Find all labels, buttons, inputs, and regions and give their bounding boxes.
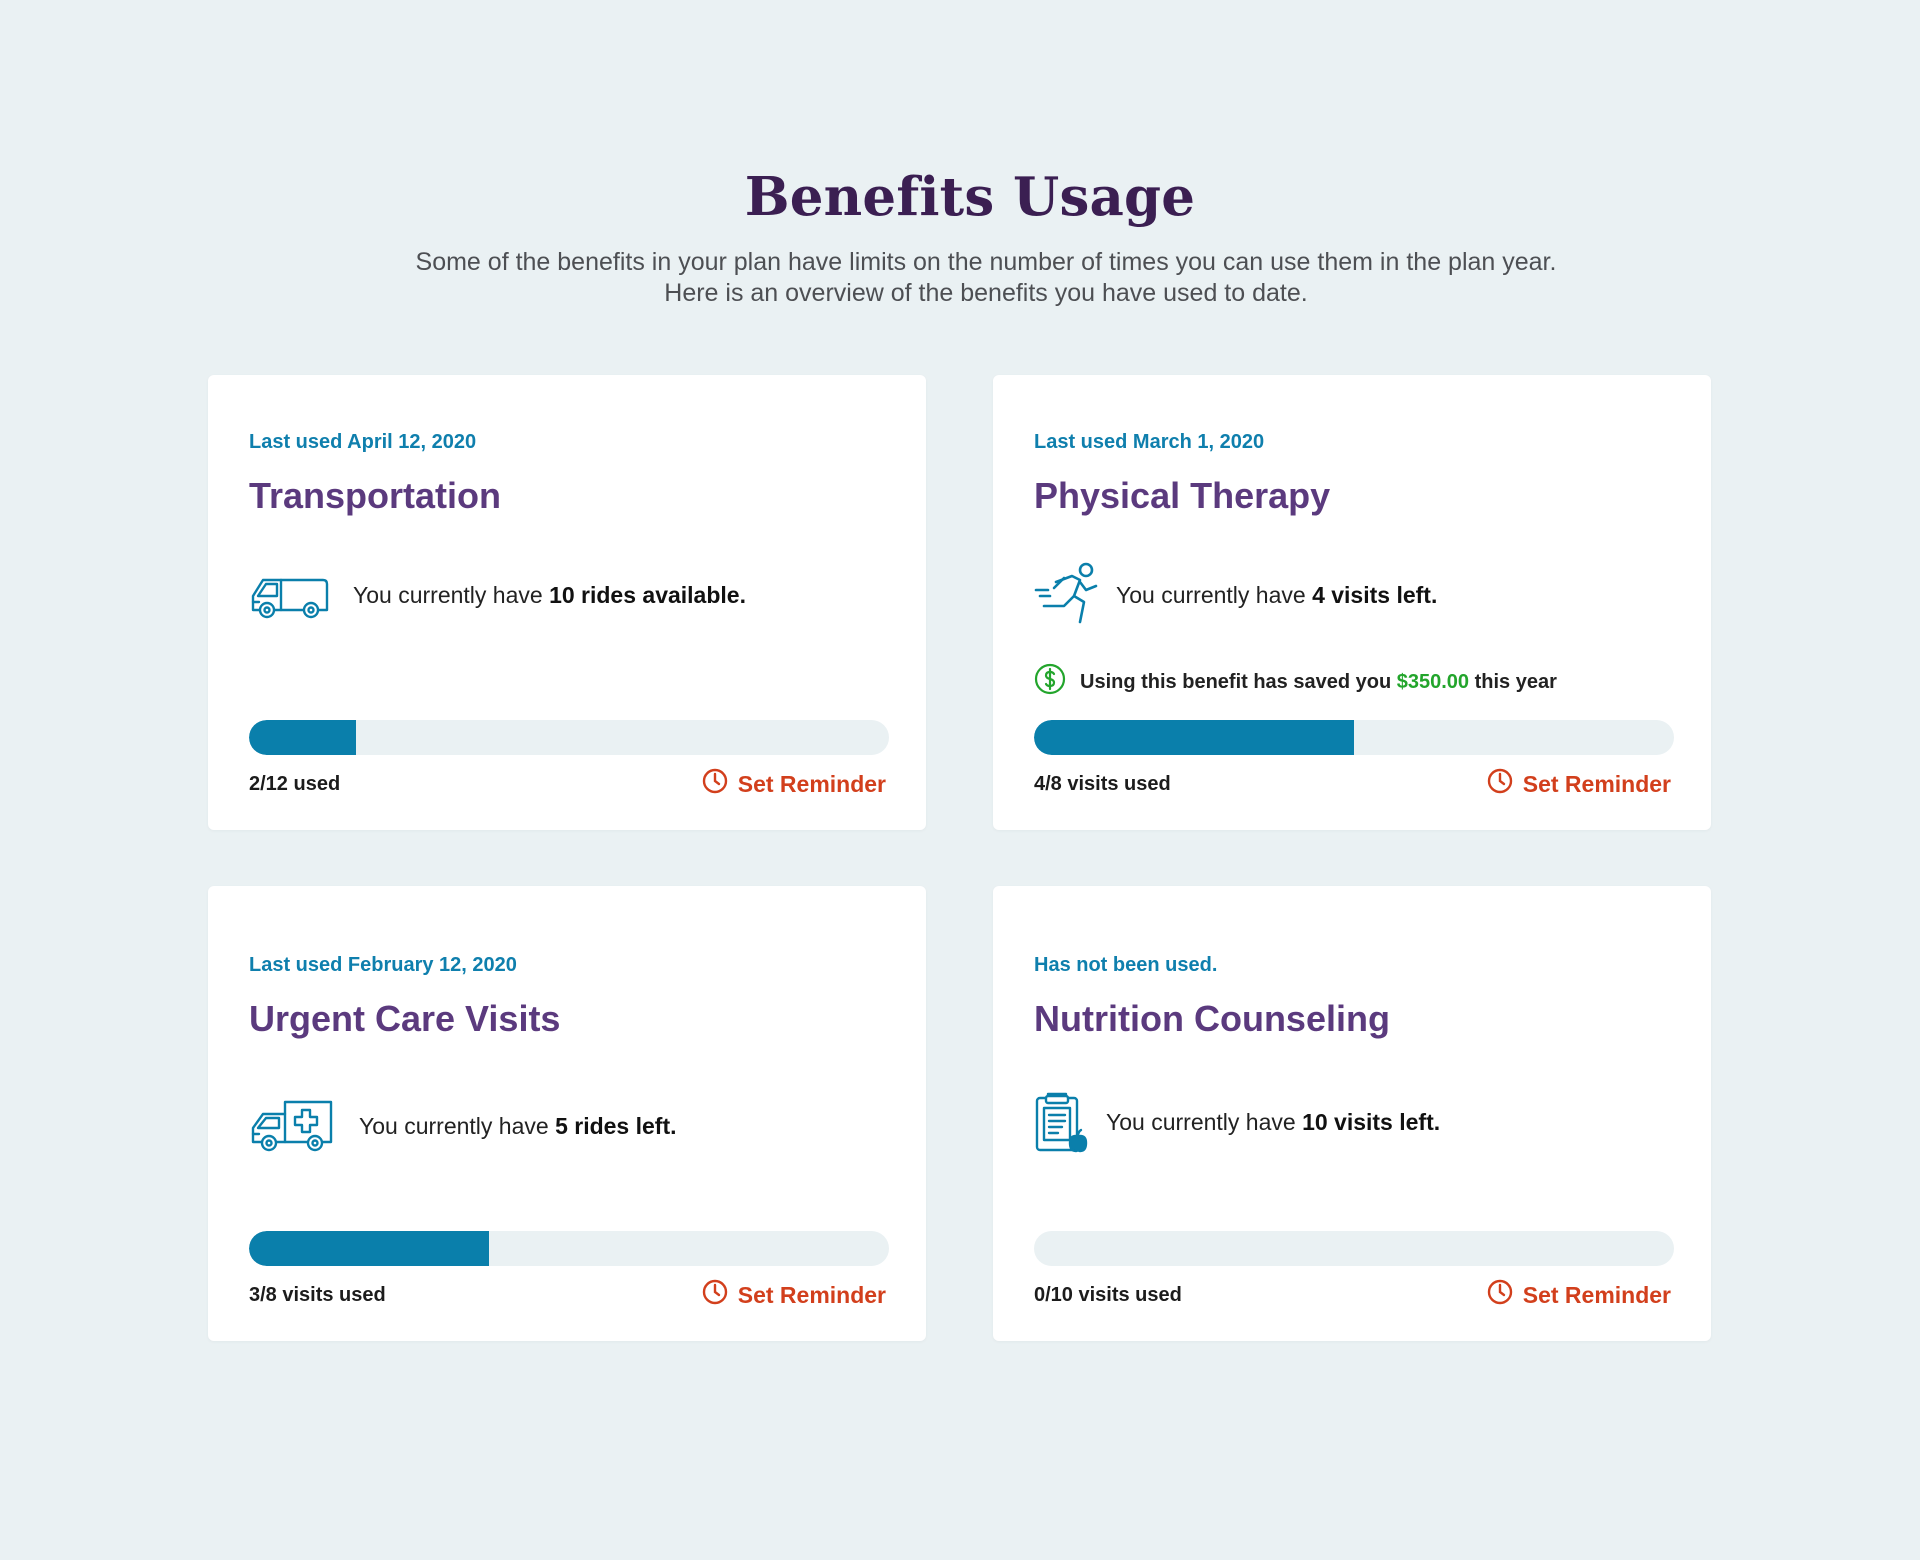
set-reminder-button[interactable] (702, 1279, 886, 1311)
benefit-status (249, 565, 746, 625)
clock-icon (702, 1279, 728, 1311)
clock-icon (702, 768, 728, 800)
usage-count: 2/12 used (249, 773, 341, 795)
benefit-text: You currently have 10 rides available. (353, 581, 746, 608)
usage-progress-fill (249, 720, 356, 755)
usage-progress-bar (249, 1231, 889, 1266)
card-title: Nutrition Counseling (1034, 998, 1390, 1039)
usage-progress-bar (1034, 1231, 1674, 1266)
van-icon (249, 570, 329, 620)
benefit-status (1034, 565, 1437, 625)
set-reminder-button[interactable] (1487, 1279, 1671, 1311)
set-reminder-label: Set Reminder (737, 770, 886, 797)
last-used-date: Last used March 1, 2020 (1034, 431, 1265, 453)
last-used-date: Last used February 12, 2020 (249, 954, 517, 976)
card-title: Urgent Care Visits (249, 998, 561, 1039)
benefit-text: You currently have 10 visits left. (1106, 1108, 1441, 1135)
usage-count: 4/8 visits used (1034, 773, 1171, 795)
page-intro (0, 247, 1920, 309)
card-title: Transportation (249, 475, 502, 516)
savings-amount: $350.00 (1396, 670, 1470, 693)
savings-message (1034, 665, 1557, 699)
usage-progress-fill (249, 1231, 489, 1266)
running-person-icon (1034, 562, 1102, 628)
usage-count: 0/10 visits used (1034, 1284, 1182, 1306)
benefit-status (249, 1096, 677, 1156)
usage-count: 3/8 visits used (249, 1284, 386, 1306)
clipboard-apple-icon (1034, 1090, 1088, 1154)
benefit-card-urgent-care (208, 886, 926, 1341)
benefit-text: You currently have 4 visits left. (1116, 581, 1438, 608)
dollar-circle-icon (1034, 663, 1066, 701)
intro-line-2: Here is an overview of the benefits you have used to date. (664, 279, 1308, 307)
set-reminder-button[interactable] (702, 768, 886, 800)
benefit-card-physical-therapy (993, 375, 1711, 830)
clock-icon (1487, 1279, 1513, 1311)
clock-icon (1487, 768, 1513, 800)
savings-suffix: this year (1474, 670, 1557, 693)
usage-progress-fill (1034, 720, 1354, 755)
benefit-card-nutrition-counseling (993, 886, 1711, 1341)
usage-progress-bar (249, 720, 889, 755)
usage-progress-bar (1034, 720, 1674, 755)
card-title: Physical Therapy (1034, 475, 1331, 516)
benefit-status (1034, 1092, 1440, 1152)
intro-line-1: Some of the benefits in your plan have limits on the number of times you can use them in the plan year. (415, 248, 1557, 276)
set-reminder-button[interactable] (1487, 768, 1671, 800)
set-reminder-label: Set Reminder (1522, 1281, 1671, 1308)
benefit-text: You currently have 5 rides left. (359, 1112, 677, 1139)
ambulance-icon (249, 1098, 335, 1154)
last-used-date: Has not been used. (1034, 954, 1218, 976)
benefit-card-transportation (208, 375, 926, 830)
savings-prefix: Using this benefit has saved you (1080, 670, 1392, 693)
page-title: Benefits Usage (744, 166, 1196, 228)
last-used-date: Last used April 12, 2020 (249, 431, 477, 453)
set-reminder-label: Set Reminder (737, 1281, 886, 1308)
set-reminder-label: Set Reminder (1522, 770, 1671, 797)
